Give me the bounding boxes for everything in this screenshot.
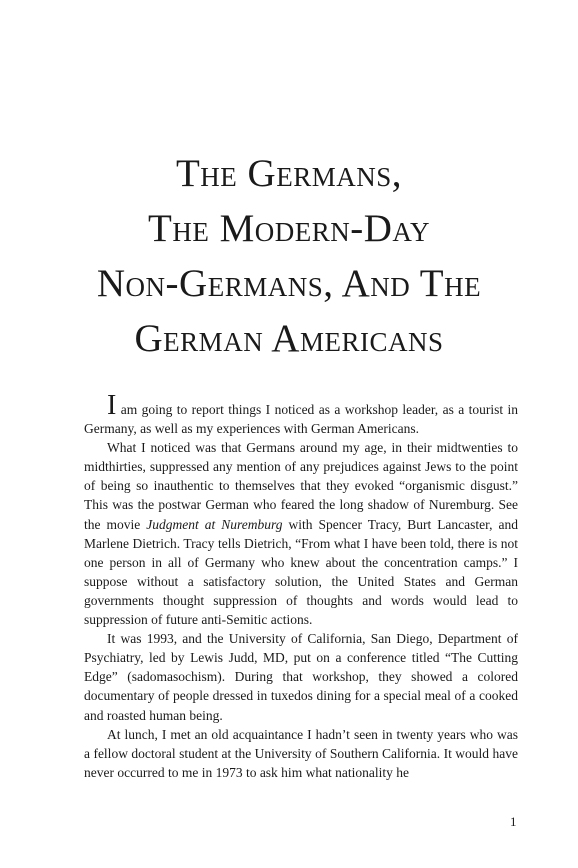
chapter-title-line-2: The Modern-Day bbox=[148, 207, 430, 250]
chapter-title-line-1: The Germans, bbox=[175, 152, 402, 195]
page-number: 1 bbox=[510, 814, 517, 829]
drop-cap: I bbox=[107, 390, 117, 421]
chapter-title-line-3: Non-Germans, And The bbox=[96, 262, 482, 305]
paragraph-2-text-before: What I noticed was that Germans around my age, in their midtwenties to midthirties, suppressed any mention of any prejudices against Jews to the point of being so inauthentic to themselves that they evoked “organismic disgust.” This was the postwar German who feared the long shadow of Nuremburg. See the movie bbox=[84, 440, 518, 532]
paragraph-3: It was 1993, and the University of California, San Diego, Department of Psychiatry, led by Lewis Judd, MD, put on a conference titled “The Cutting Edge” (sadomasochism). During that workshop, they showed a colored documentary of people dressed in tuxedos dining for a special meal of a cooked and roasted human being. bbox=[84, 631, 518, 723]
paragraph-1-text: am going to report things I noticed as a workshop leader, as a tourist in Germany, as well as my experiences with German Americans. bbox=[84, 402, 518, 437]
paragraph-1 bbox=[84, 390, 518, 438]
paragraph-2 bbox=[84, 438, 518, 629]
chapter-title bbox=[0, 146, 578, 366]
chapter-title-line-4: German Americans bbox=[134, 317, 444, 360]
paragraph-2-text-after: with Spencer Tracy, Burt Lancaster, and Marlene Dietrich. Tracy tells Dietrich, “From what I have been told, there is not one person in all of Germany who knew about the concentration camps.” I suppose without a satisfactory solution, the United States and German governments thought suppression of thoughts and words would lead to suppression of future anti-Semitic actions. bbox=[84, 516, 518, 628]
movie-title: Judgment at Nuremburg bbox=[146, 516, 283, 532]
body-text bbox=[84, 390, 518, 782]
paragraph-4: At lunch, I met an old acquaintance I hadn’t seen in twenty years who was a fellow doctoral student at the University of Southern California. It would have never occurred to me in 1973 to ask him what nationality he bbox=[84, 726, 518, 780]
